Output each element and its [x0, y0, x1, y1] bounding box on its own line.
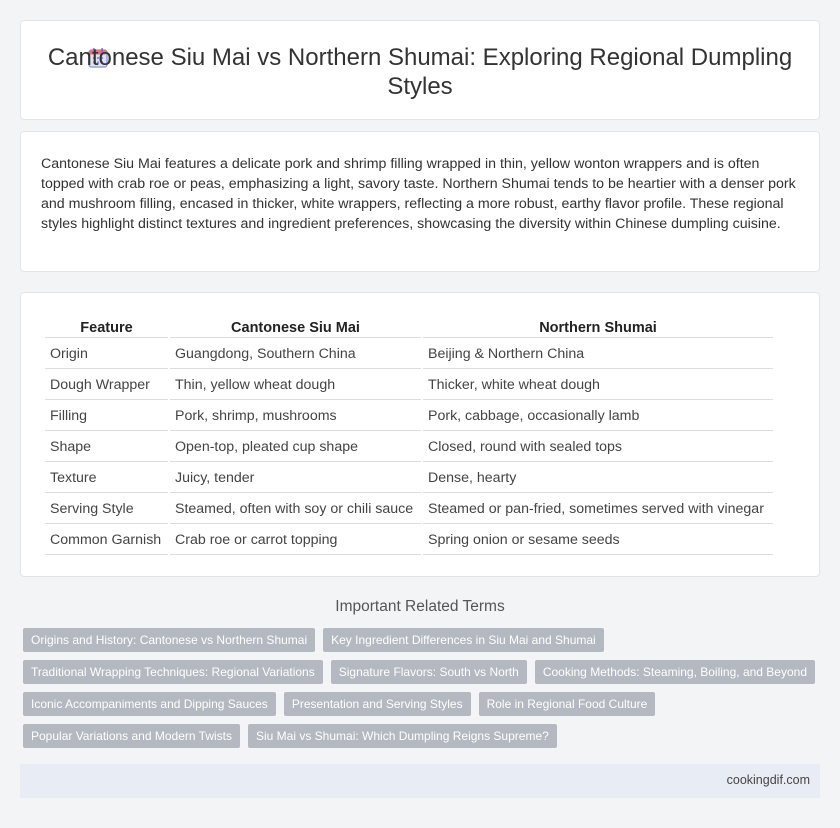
- cell-cantonese: Pork, shrimp, mushrooms: [170, 402, 421, 431]
- table-row: [45, 526, 773, 555]
- table-row: [45, 340, 773, 369]
- related-tag[interactable]: Popular Variations and Modern Twists: [23, 724, 240, 748]
- cell-cantonese: Thin, yellow wheat dough: [170, 371, 421, 400]
- related-tag[interactable]: Signature Flavors: South vs North: [331, 660, 527, 684]
- footer-site-link[interactable]: cookingdif.com: [726, 773, 810, 787]
- cell-feature: Filling: [45, 402, 168, 431]
- related-tag[interactable]: Role in Regional Food Culture: [479, 692, 656, 716]
- cell-feature: Serving Style: [45, 495, 168, 524]
- cell-northern: Closed, round with sealed tops: [423, 433, 773, 462]
- related-tag[interactable]: Traditional Wrapping Techniques: Regional Variations: [23, 660, 323, 684]
- cell-cantonese: Steamed, often with soy or chili sauce: [170, 495, 421, 524]
- cell-cantonese: Juicy, tender: [170, 464, 421, 493]
- summary-paragraph: Cantonese Siu Mai features a delicate pork and shrimp filling wrapped in thin, yellow wonton wrappers and is often topped with crab roe or peas, emphasizing a light, savory taste. Northern Shumai tends to be heartier with a denser pork and mushroom filling, encased in thicker, white wrappers, reflecting a more robust, earthy flavor profile. These regional styles highlight distinct textures and ingredient preferences, showcasing the diversity within Chinese dumpling cuisine.: [41, 156, 796, 232]
- cell-feature: Common Garnish: [45, 526, 168, 555]
- cell-feature: Dough Wrapper: [45, 371, 168, 400]
- cell-northern: Spring onion or sesame seeds: [423, 526, 773, 555]
- cell-northern: Dense, hearty: [423, 464, 773, 493]
- related-tag[interactable]: Iconic Accompaniments and Dipping Sauces: [23, 692, 276, 716]
- header-feature: Feature: [45, 317, 168, 338]
- cell-feature: Origin: [45, 340, 168, 369]
- cell-cantonese: Crab roe or carrot topping: [170, 526, 421, 555]
- title-card: [20, 20, 820, 120]
- comparison-card: [20, 292, 820, 577]
- related-tag[interactable]: Key Ingredient Differences in Siu Mai and Shumai: [323, 628, 604, 652]
- table-header-row: [45, 317, 773, 338]
- footer: [20, 764, 820, 798]
- cell-northern: Steamed or pan-fried, sometimes served with vinegar: [423, 495, 773, 524]
- summary-card: [20, 131, 820, 272]
- cell-cantonese: Guangdong, Southern China: [170, 340, 421, 369]
- related-tag[interactable]: Siu Mai vs Shumai: Which Dumpling Reigns Supreme?: [248, 724, 557, 748]
- comparison-table: [43, 315, 775, 557]
- cell-northern: Beijing & Northern China: [423, 340, 773, 369]
- cell-feature: Texture: [45, 464, 168, 493]
- cell-cantonese: Open-top, pleated cup shape: [170, 433, 421, 462]
- table-row: [45, 464, 773, 493]
- related-tag[interactable]: Presentation and Serving Styles: [284, 692, 471, 716]
- header-cantonese: Cantonese Siu Mai: [170, 317, 421, 338]
- table-row: [45, 402, 773, 431]
- cell-northern: Thicker, white wheat dough: [423, 371, 773, 400]
- related-terms-heading: Important Related Terms: [335, 598, 505, 615]
- related-tag[interactable]: Origins and History: Cantonese vs Northern Shumai: [23, 628, 315, 652]
- table-row: [45, 371, 773, 400]
- table-row: [45, 433, 773, 462]
- cell-feature: Shape: [45, 433, 168, 462]
- header-northern: Northern Shumai: [423, 317, 773, 338]
- page-title: Cantonese Siu Mai vs Northern Shumai: Exploring Regional Dumpling Styles: [47, 44, 793, 100]
- related-terms-tags: [23, 628, 823, 756]
- table-row: [45, 495, 773, 524]
- related-tag[interactable]: Cooking Methods: Steaming, Boiling, and Beyond: [535, 660, 815, 684]
- cell-northern: Pork, cabbage, occasionally lamb: [423, 402, 773, 431]
